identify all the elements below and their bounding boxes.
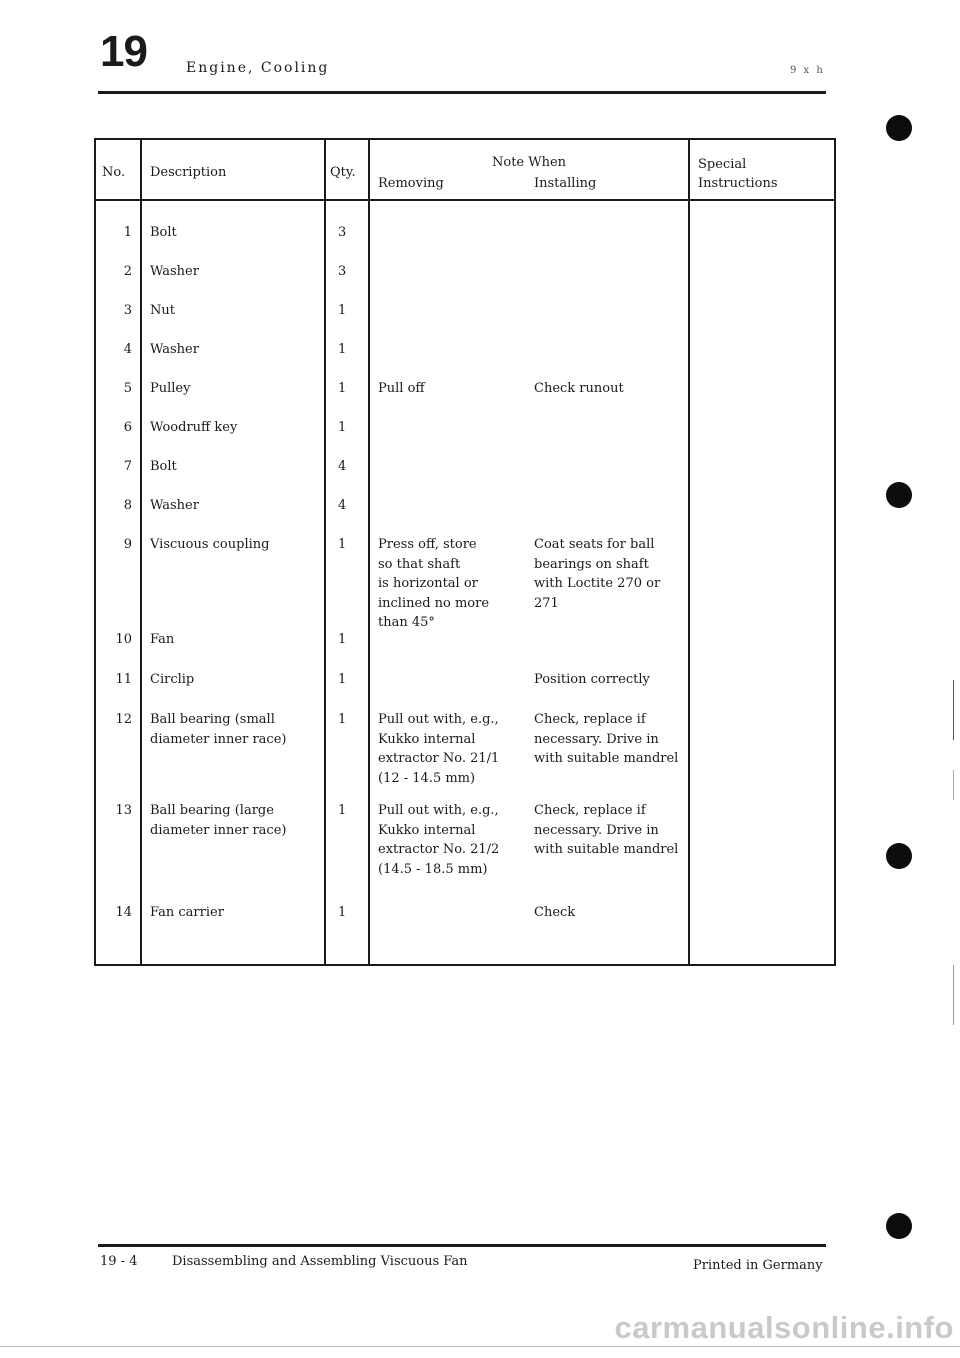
col-header-no: No. — [102, 165, 126, 180]
margin-mark — [953, 680, 954, 740]
part-description: Fan carrier — [150, 905, 224, 920]
part-qty: 1 — [338, 342, 347, 357]
header-rule — [98, 91, 826, 94]
binder-hole-icon — [886, 1213, 912, 1239]
column-divider — [688, 140, 690, 964]
col-header-removing: Removing — [378, 176, 444, 191]
part-qty: 1 — [338, 381, 347, 396]
part-description: Fan — [150, 632, 175, 647]
part-description: Pulley — [150, 381, 191, 396]
parts-table — [94, 138, 836, 966]
part-qty: 1 — [338, 712, 347, 727]
part-description: Viscuous coupling — [150, 537, 270, 552]
note-removing: Pull out with, e.g., — [378, 712, 499, 727]
row-number: 2 — [123, 264, 132, 279]
header-divider — [96, 199, 834, 201]
row-number: 13 — [115, 803, 132, 818]
row-number: 9 — [123, 537, 132, 552]
part-description: Washer — [150, 264, 199, 279]
part-description: diameter inner race) — [150, 731, 287, 747]
row-number: 12 — [115, 712, 132, 727]
chapter-title: Engine, Cooling — [186, 60, 330, 76]
part-description: Ball bearing (large — [150, 803, 274, 818]
col-header-qty: Qty. — [330, 165, 356, 180]
row-number: 8 — [123, 498, 132, 513]
part-qty: 3 — [338, 225, 347, 240]
part-description: Nut — [150, 303, 175, 318]
note-removing: extractor No. 21/1 — [378, 751, 500, 766]
column-divider — [324, 140, 326, 964]
note-removing: (14.5 - 18.5 mm) — [378, 861, 488, 877]
note-installing: Check, replace if — [534, 712, 646, 727]
page-code: 9 x h — [790, 65, 825, 76]
note-removing: Kukko internal — [378, 731, 476, 747]
note-installing: 271 — [534, 595, 559, 611]
note-removing: extractor No. 21/2 — [378, 842, 500, 857]
col-header-installing: Installing — [534, 176, 597, 191]
part-qty: 1 — [338, 672, 347, 687]
part-qty: 4 — [338, 459, 347, 474]
part-description: Bolt — [150, 459, 177, 474]
part-qty: 1 — [338, 420, 347, 435]
note-removing: so that shaft — [378, 556, 461, 572]
part-description: Circlip — [150, 672, 195, 687]
footer-rule — [98, 1244, 826, 1247]
part-qty: 3 — [338, 264, 347, 279]
row-number: 6 — [123, 420, 132, 435]
printed-in: Printed in Germany — [693, 1258, 823, 1273]
note-removing: Pull off — [378, 381, 425, 396]
note-removing: (12 - 14.5 mm) — [378, 770, 476, 786]
row-number: 3 — [123, 303, 132, 318]
note-installing: Check — [534, 905, 576, 920]
note-removing: Press off, store — [378, 537, 477, 552]
part-description: Washer — [150, 498, 199, 513]
note-installing: with Loctite 270 or — [534, 576, 661, 591]
row-number: 10 — [115, 632, 132, 647]
margin-mark — [953, 965, 954, 1025]
row-number: 4 — [123, 342, 132, 357]
note-installing: with suitable mandrel — [534, 842, 679, 857]
binder-hole-icon — [886, 843, 912, 869]
note-installing: Check, replace if — [534, 803, 646, 818]
note-installing: Coat seats for ball — [534, 537, 655, 552]
binder-hole-icon — [886, 482, 912, 508]
part-qty: 1 — [338, 537, 347, 552]
column-divider — [140, 140, 142, 964]
note-removing: Kukko internal — [378, 822, 476, 838]
part-description: diameter inner race) — [150, 822, 287, 838]
note-removing: Pull out with, e.g., — [378, 803, 499, 818]
col-header-instructions: Instructions — [698, 176, 778, 191]
note-removing: is horizontal or — [378, 576, 478, 591]
row-number: 11 — [115, 672, 132, 687]
note-removing: inclined no more — [378, 595, 490, 611]
note-installing: bearings on shaft — [534, 556, 649, 572]
col-header-special: Special — [698, 157, 747, 172]
part-description: Ball bearing (small — [150, 712, 275, 727]
note-installing: necessary. Drive in — [534, 822, 659, 838]
part-description: Bolt — [150, 225, 177, 240]
row-number: 5 — [123, 381, 132, 396]
note-installing: with suitable mandrel — [534, 751, 679, 766]
part-qty: 1 — [338, 905, 347, 920]
page-number: 19 - 4 — [100, 1254, 138, 1269]
footer-title: Disassembling and Assembling Viscuous Fan — [172, 1254, 468, 1269]
row-number: 14 — [115, 905, 132, 920]
watermark-text: carmanualsonline.info — [614, 1310, 954, 1345]
row-number: 1 — [123, 225, 132, 240]
row-number: 7 — [123, 459, 132, 474]
note-installing: Position correctly — [534, 672, 650, 687]
part-qty: 1 — [338, 803, 347, 818]
note-removing: than 45° — [378, 615, 435, 630]
chapter-number: 19 — [100, 27, 147, 76]
column-divider — [368, 140, 370, 964]
col-header-description: Description — [150, 165, 227, 180]
part-description: Woodruff key — [150, 420, 238, 435]
binder-hole-icon — [886, 115, 912, 141]
note-installing: necessary. Drive in — [534, 731, 659, 747]
watermark-rule — [0, 1346, 960, 1347]
note-installing: Check runout — [534, 381, 624, 396]
part-qty: 1 — [338, 632, 347, 647]
part-description: Washer — [150, 342, 199, 357]
part-qty: 4 — [338, 498, 347, 513]
col-header-note-when: Note When — [492, 155, 567, 170]
margin-mark — [953, 770, 954, 800]
part-qty: 1 — [338, 303, 347, 318]
